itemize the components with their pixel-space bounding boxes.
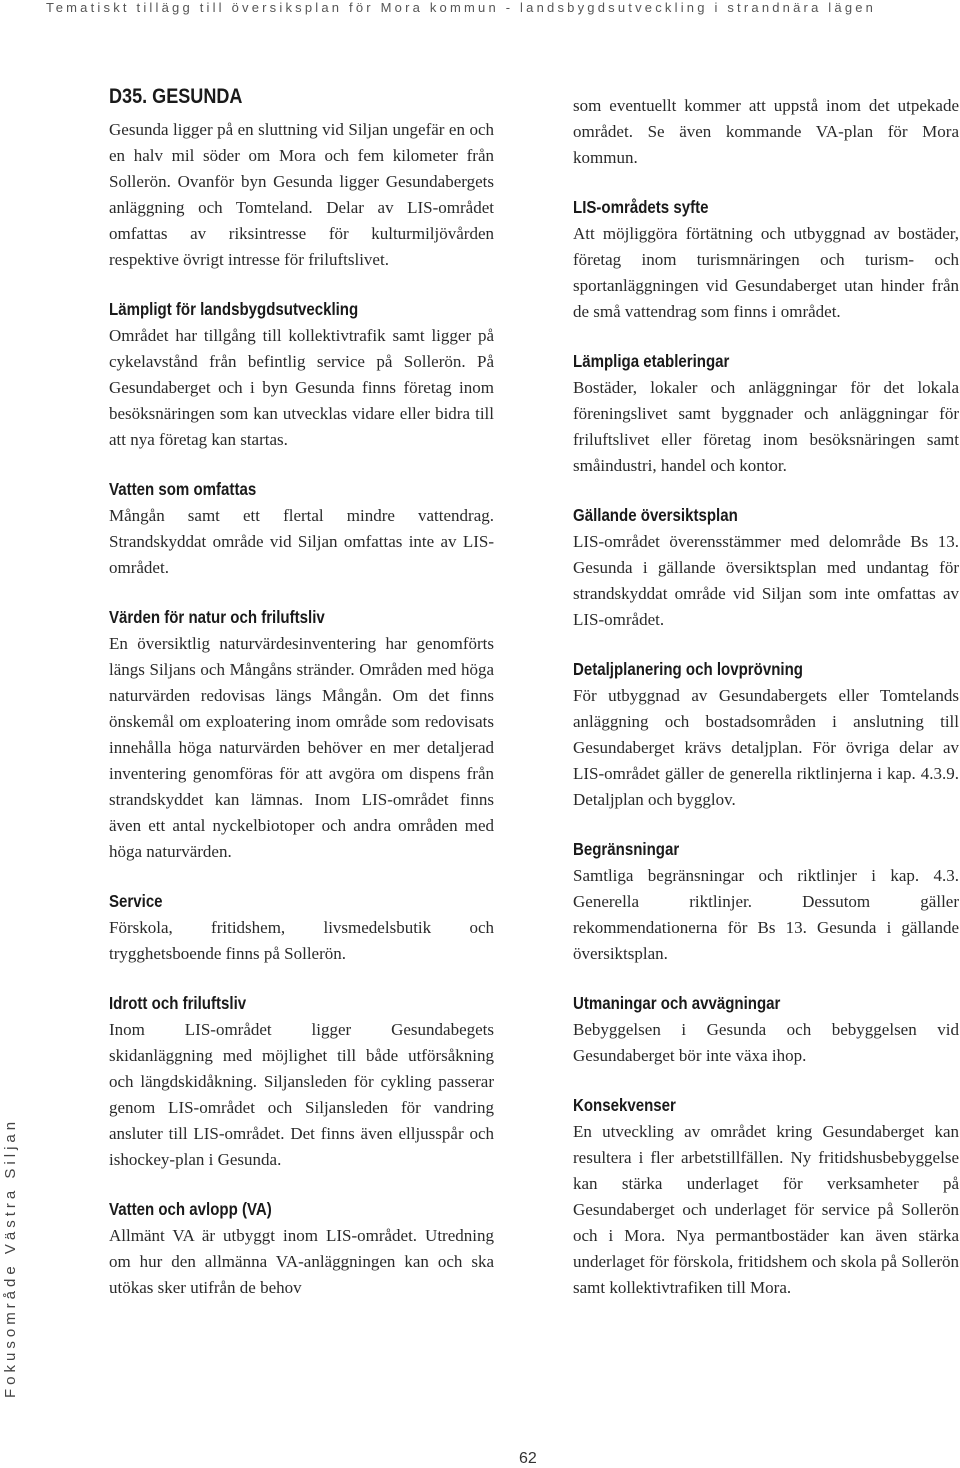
section-idrott xyxy=(109,993,494,1173)
left-column xyxy=(109,85,494,1327)
section-detaljplanering xyxy=(573,659,959,813)
section-heading: Idrott och friluftsliv xyxy=(109,993,247,1013)
intro-text: Gesunda ligger på en sluttning vid Siljan ungefär en och en halv mil söder om Mora och fem kilometer från Sollerön. Ovanför byn Gesunda ligger Gesundabergets anläggning och Tomteland. Delar av LIS-området omfattas av riksintresse för kulturmiljövården respektive övrigt intresse för friluftslivet. xyxy=(109,120,494,269)
section-text: För utbyggnad av Gesundabergets eller Tomtelands anläggning och bostadsområden i anslutning till Gesundaberget krävs detaljplan. För övriga delar av LIS-området gäller de generella riktlinjerna i kap. 4.3.9. Detaljplan och bygglov. xyxy=(573,686,959,809)
right-column xyxy=(573,93,959,1327)
section-heading: Lämpliga etableringar xyxy=(573,351,730,371)
section-text: Samtliga begränsningar och riktlinjer i kap. 4.3. Generella riktlinjer. Dessutom gäller rekommendationerna för Bs 13. Gesunda i gällande översiktsplan. xyxy=(573,866,959,963)
section-etableringar xyxy=(573,351,959,479)
continuation-text: som eventuellt kommer att uppstå inom det utpekade området. Se även kommande VA-plan för Mora kommun. xyxy=(573,96,959,167)
section-heading: Utmaningar och avvägningar xyxy=(573,993,781,1013)
section-service xyxy=(109,891,494,967)
section-heading: Begränsningar xyxy=(573,839,680,859)
section-text: Bebyggelsen i Gesunda och bebyggelsen vid Gesundaberget bör inte växa ihop. xyxy=(573,1020,959,1065)
section-text: Inom LIS-området ligger Gesundabegets skidanläggning med möjlighet till både utförsåkning och längdskidåkning. Siljansleden för cykling passerar genom LIS-området och Siljansleden för vandring ansluter till LIS-området. Det finns även elljusspår och ishockey-plan i Gesunda. xyxy=(109,1020,494,1169)
page-title: D35. GESUNDA xyxy=(109,85,243,108)
section-utmaningar xyxy=(573,993,959,1069)
continuation-section xyxy=(573,93,959,171)
section-text: En utveckling av området kring Gesundaberget kan resultera i fler arbetstillfällen. Ny fritidshusbebyggelse kan stärka underlaget för verksamheter på Gesundaberget och underlaget för service på Sollerön och i Mora. Nya permantbostäder kan även stärka underlaget för förskola, fritidshem och skola på Sollerön samt kollektivtrafiken till Mora. xyxy=(573,1122,959,1297)
page-number: 62 xyxy=(519,1450,537,1467)
section-va xyxy=(109,1199,494,1301)
section-text: Förskola, fritidshem, livsmedelsbutik och trygghetsboende finns på Sollerön. xyxy=(109,918,494,963)
section-text: Bostäder, lokaler och anläggningar för det lokala föreningslivet samt byggnader och anläggningar för friluftslivet eller företag inom besöksnäringen samt småindustri, handel och kontor. xyxy=(573,378,959,475)
section-begransningar xyxy=(573,839,959,967)
section-konsekvenser xyxy=(573,1095,959,1301)
section-syfte xyxy=(573,197,959,325)
section-heading: LIS-områdets syfte xyxy=(573,197,709,217)
side-label: Fokusområde Västra Siljan xyxy=(2,1117,19,1398)
section-text: En översiktlig naturvärdesinventering har genomförts längs Siljans och Mångåns stränder. Områden med höga naturvärden redovisas längs Mångån. Om det finns önskemål om exploatering inom område som redovisats innehålla höga naturvärden behöver en mer detaljerad inventering genomföras för att avgöra om dispens från strandskyddet kan lämnas. Inom LIS-området finns även ett antal nyckelbiotoper och andra områden med höga naturvärden. xyxy=(109,634,494,861)
section-text: Mångån samt ett flertal mindre vattendrag. Strandskyddat område vid Siljan omfattas inte av LIS-området. xyxy=(109,506,494,577)
section-heading: Vatten som omfattas xyxy=(109,479,257,499)
section-heading: Gällande översiktsplan xyxy=(573,505,738,525)
intro-section xyxy=(109,117,494,273)
section-vatten xyxy=(109,479,494,581)
section-text: Området har tillgång till kollektivtrafik samt ligger på cykelavstånd från befintlig service på Sollerön. På Gesundaberget och i byn Gesunda finns företag inom besöksnäringen som kan utvecklas vidare eller bidra till att nya företag kan startas. xyxy=(109,326,494,449)
section-oversiktsplan xyxy=(573,505,959,633)
section-varden xyxy=(109,607,494,865)
section-heading: Service xyxy=(109,891,163,911)
section-text: Allmänt VA är utbyggt inom LIS-området. Utredning om hur den allmänna VA-anläggningen kan och ska utökas sker utifrån de behov xyxy=(109,1226,494,1297)
section-heading: Konsekvenser xyxy=(573,1095,676,1115)
section-lampligt xyxy=(109,299,494,453)
running-header: Tematiskt tillägg till översiksplan för Mora kommun - landsbygdsutveckling i strandnära lägen xyxy=(46,0,877,15)
section-heading: Detaljplanering och lovprövning xyxy=(573,659,803,679)
section-heading: Vatten och avlopp (VA) xyxy=(109,1199,272,1219)
section-heading: Lämpligt för landsbygdsutveckling xyxy=(109,299,359,319)
section-text: Att möjliggöra förtätning och utbyggnad av bostäder, företag inom turismnäringen och turism- och sportanläggningen vid Gesundaberget utan hinder från de små vattendrag som finns i området. xyxy=(573,224,959,321)
section-text: LIS-området överensstämmer med delområde Bs 13. Gesunda i gällande översiktsplan med undantag för strandskyddat område vid Siljan som inte omfattas av LIS-området. xyxy=(573,532,959,629)
section-heading: Värden för natur och friluftsliv xyxy=(109,607,325,627)
